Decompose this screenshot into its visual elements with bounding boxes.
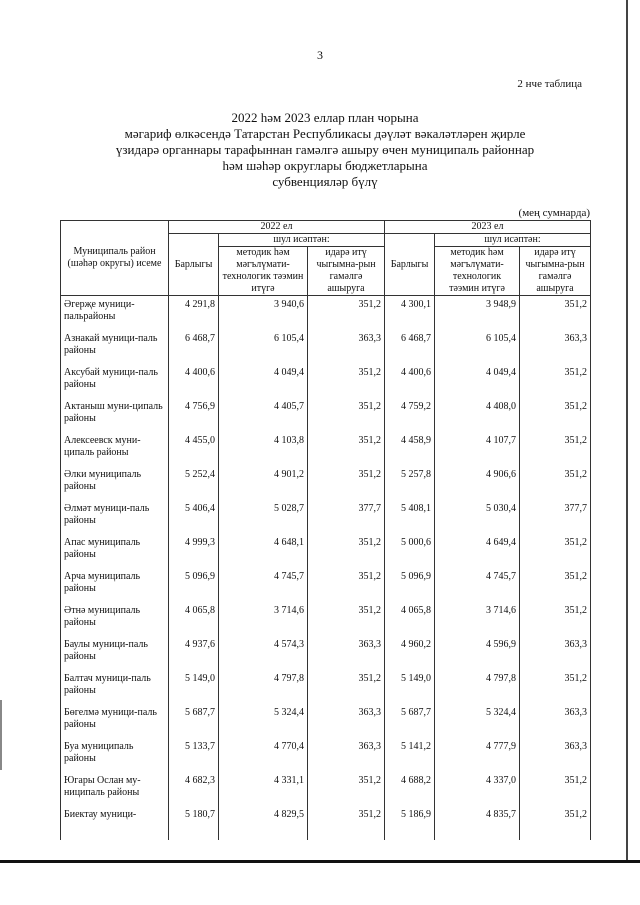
methodical-2022-cell: 4 648,1 (219, 534, 308, 568)
admin-2023-cell: 351,2 (520, 398, 591, 432)
table-row (61, 296, 591, 331)
region-name-cell: Балтач муници-паль районы (61, 670, 169, 704)
methodical-2023-cell: 3 948,9 (435, 296, 520, 331)
total-2023-cell: 4 960,2 (385, 636, 435, 670)
units-note: (мең сумнарда) (518, 207, 590, 219)
header-year-2023: 2023 ел (385, 221, 591, 234)
total-2022-cell: 5 406,4 (169, 500, 219, 534)
total-2022-cell: 6 468,7 (169, 330, 219, 364)
total-2023-cell: 5 408,1 (385, 500, 435, 534)
methodical-2023-cell: 4 777,9 (435, 738, 520, 772)
admin-2022-cell: 363,3 (308, 738, 385, 772)
admin-2022-cell: 351,2 (308, 568, 385, 602)
methodical-2022-cell: 4 745,7 (219, 568, 308, 602)
admin-2022-cell: 351,2 (308, 772, 385, 806)
admin-2022-cell: 351,2 (308, 806, 385, 840)
total-2023-cell: 5 257,8 (385, 466, 435, 500)
table-row (61, 466, 591, 500)
total-2022-cell: 4 455,0 (169, 432, 219, 466)
admin-2022-cell: 351,2 (308, 432, 385, 466)
region-name-cell: Әтнә муниципаль районы (61, 602, 169, 636)
header-including-2022: шул исәптән: (219, 234, 385, 247)
total-2022-cell: 4 682,3 (169, 772, 219, 806)
header-admin-2022: идарә итү чыгымна-рын гамәлгә ашыруга (308, 247, 385, 296)
methodical-2023-cell: 3 714,6 (435, 602, 520, 636)
table-row (61, 534, 591, 568)
admin-2022-cell: 351,2 (308, 364, 385, 398)
region-name-cell: Азнакай муници-паль районы (61, 330, 169, 364)
header-methodical-2023: методик һәм мәгълүмати-технологик тәэмин итүгә (435, 247, 520, 296)
methodical-2022-cell: 4 405,7 (219, 398, 308, 432)
bottom-rule (0, 860, 640, 863)
admin-2023-cell: 351,2 (520, 602, 591, 636)
methodical-2023-cell: 4 835,7 (435, 806, 520, 840)
title-line: субвенцияләр бүлү (272, 174, 378, 189)
admin-2023-cell: 351,2 (520, 432, 591, 466)
methodical-2022-cell: 4 770,4 (219, 738, 308, 772)
page-number: 3 (317, 48, 323, 62)
admin-2022-cell: 363,3 (308, 704, 385, 738)
region-name-cell: Алексеевск муни-ципаль районы (61, 432, 169, 466)
methodical-2022-cell: 5 324,4 (219, 704, 308, 738)
admin-2022-cell: 351,2 (308, 602, 385, 636)
total-2022-cell: 4 756,9 (169, 398, 219, 432)
total-2022-cell: 4 937,6 (169, 636, 219, 670)
table-row (61, 806, 591, 840)
admin-2022-cell: 351,2 (308, 534, 385, 568)
table-reference: 2 нче таблица (517, 78, 582, 90)
total-2023-cell: 4 458,9 (385, 432, 435, 466)
total-2022-cell: 4 999,3 (169, 534, 219, 568)
admin-2023-cell: 351,2 (520, 670, 591, 704)
table-row (61, 398, 591, 432)
admin-2023-cell: 351,2 (520, 806, 591, 840)
methodical-2023-cell: 4 107,7 (435, 432, 520, 466)
region-name-cell: Бөгелмә муници-паль районы (61, 704, 169, 738)
table-row (61, 500, 591, 534)
admin-2023-cell: 351,2 (520, 568, 591, 602)
total-2023-cell: 4 759,2 (385, 398, 435, 432)
admin-2022-cell: 351,2 (308, 466, 385, 500)
subvention-table (60, 220, 591, 840)
admin-2023-cell: 351,2 (520, 772, 591, 806)
methodical-2022-cell: 4 574,3 (219, 636, 308, 670)
header-including-2023: шул исәптән: (435, 234, 591, 247)
region-name-cell: Әлки муниципаль районы (61, 466, 169, 500)
table-row (61, 704, 591, 738)
total-2023-cell: 5 149,0 (385, 670, 435, 704)
header-total-2023: Барлыгы (385, 234, 435, 296)
admin-2023-cell: 377,7 (520, 500, 591, 534)
methodical-2022-cell: 4 797,8 (219, 670, 308, 704)
admin-2022-cell: 363,3 (308, 636, 385, 670)
methodical-2023-cell: 4 797,8 (435, 670, 520, 704)
region-name-cell: Югары Ослан му-ниципаль районы (61, 772, 169, 806)
region-name-cell: Аксубай муници-паль районы (61, 364, 169, 398)
total-2023-cell: 4 688,2 (385, 772, 435, 806)
methodical-2022-cell: 5 028,7 (219, 500, 308, 534)
methodical-2023-cell: 5 324,4 (435, 704, 520, 738)
scan-edge-line (626, 0, 628, 860)
admin-2022-cell: 351,2 (308, 398, 385, 432)
header-region: Муниципаль район (шәһәр округы) исеме (61, 221, 169, 296)
methodical-2022-cell: 4 829,5 (219, 806, 308, 840)
title-line: 2022 һәм 2023 еллар план чорына (231, 110, 419, 125)
admin-2022-cell: 377,7 (308, 500, 385, 534)
methodical-2023-cell: 4 408,0 (435, 398, 520, 432)
admin-2023-cell: 351,2 (520, 534, 591, 568)
region-name-cell: Актаныш муни-ципаль районы (61, 398, 169, 432)
methodical-2022-cell: 4 049,4 (219, 364, 308, 398)
methodical-2022-cell: 4 103,8 (219, 432, 308, 466)
total-2023-cell: 5 096,9 (385, 568, 435, 602)
table-row (61, 772, 591, 806)
methodical-2023-cell: 6 105,4 (435, 330, 520, 364)
methodical-2022-cell: 4 901,2 (219, 466, 308, 500)
total-2023-cell: 4 300,1 (385, 296, 435, 331)
admin-2023-cell: 363,3 (520, 330, 591, 364)
admin-2023-cell: 351,2 (520, 466, 591, 500)
admin-2023-cell: 351,2 (520, 296, 591, 331)
region-name-cell: Биектау муници- (61, 806, 169, 840)
region-name-cell: Әлмәт муници-паль районы (61, 500, 169, 534)
title-line: үзидарә органнары тарафыннан гамәлгә ашыру өчен муниципаль районнар (115, 142, 535, 157)
total-2023-cell: 6 468,7 (385, 330, 435, 364)
methodical-2023-cell: 4 596,9 (435, 636, 520, 670)
table-body (61, 296, 591, 841)
total-2022-cell: 5 180,7 (169, 806, 219, 840)
methodical-2022-cell: 4 331,1 (219, 772, 308, 806)
total-2023-cell: 4 400,6 (385, 364, 435, 398)
table-row (61, 602, 591, 636)
admin-2022-cell: 351,2 (308, 670, 385, 704)
table-row (61, 738, 591, 772)
methodical-2023-cell: 4 906,6 (435, 466, 520, 500)
methodical-2022-cell: 3 940,6 (219, 296, 308, 331)
total-2022-cell: 5 252,4 (169, 466, 219, 500)
table-row (61, 568, 591, 602)
methodical-2023-cell: 4 337,0 (435, 772, 520, 806)
region-name-cell: Апас муниципаль районы (61, 534, 169, 568)
total-2022-cell: 5 149,0 (169, 670, 219, 704)
table-row (61, 636, 591, 670)
header-total-2022: Барлыгы (169, 234, 219, 296)
admin-2022-cell: 363,3 (308, 330, 385, 364)
table-row (61, 330, 591, 364)
total-2023-cell: 4 065,8 (385, 602, 435, 636)
title-line: һәм шәһәр округлары бюджетларына (222, 158, 428, 173)
region-name-cell: Әгерҗе муници-пальрайоны (61, 296, 169, 331)
methodical-2023-cell: 4 649,4 (435, 534, 520, 568)
header-methodical-2022: методик һәм мәгълүмати-технологик тәэмин итүгә (219, 247, 308, 296)
table-row (61, 670, 591, 704)
methodical-2023-cell: 4 745,7 (435, 568, 520, 602)
total-2023-cell: 5 000,6 (385, 534, 435, 568)
region-name-cell: Баулы муници-паль районы (61, 636, 169, 670)
total-2022-cell: 4 065,8 (169, 602, 219, 636)
total-2022-cell: 5 687,7 (169, 704, 219, 738)
admin-2023-cell: 363,3 (520, 636, 591, 670)
header-admin-2023: идарә итү чыгымна-рын гамәлгә ашыруга (520, 247, 591, 296)
admin-2023-cell: 351,2 (520, 364, 591, 398)
title-line: мәгариф өлкәсендә Татарстан Республикасы дәүләт вәкаләтләрен җирле (124, 126, 526, 141)
total-2022-cell: 4 400,6 (169, 364, 219, 398)
methodical-2022-cell: 3 714,6 (219, 602, 308, 636)
region-name-cell: Арча муниципаль районы (61, 568, 169, 602)
methodical-2023-cell: 5 030,4 (435, 500, 520, 534)
total-2023-cell: 5 141,2 (385, 738, 435, 772)
margin-mark (0, 700, 2, 770)
admin-2022-cell: 351,2 (308, 296, 385, 331)
methodical-2023-cell: 4 049,4 (435, 364, 520, 398)
admin-2023-cell: 363,3 (520, 738, 591, 772)
region-name-cell: Буа муниципаль районы (61, 738, 169, 772)
document-title (60, 110, 590, 190)
table-row (61, 432, 591, 466)
total-2022-cell: 5 133,7 (169, 738, 219, 772)
table-header (61, 221, 591, 296)
table-row (61, 364, 591, 398)
total-2023-cell: 5 687,7 (385, 704, 435, 738)
admin-2023-cell: 363,3 (520, 704, 591, 738)
total-2022-cell: 4 291,8 (169, 296, 219, 331)
total-2023-cell: 5 186,9 (385, 806, 435, 840)
total-2022-cell: 5 096,9 (169, 568, 219, 602)
header-year-2022: 2022 ел (169, 221, 385, 234)
methodical-2022-cell: 6 105,4 (219, 330, 308, 364)
